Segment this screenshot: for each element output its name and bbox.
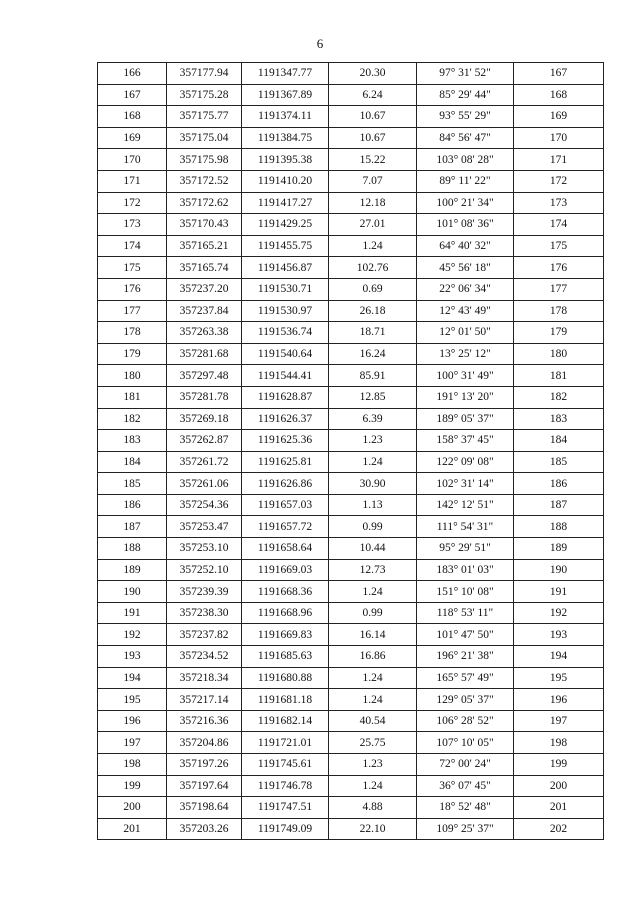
distance-cell: 1.24 bbox=[329, 775, 417, 797]
bearing-cell: 22° 06' 34" bbox=[417, 278, 514, 300]
point-number-cell: 173 bbox=[98, 214, 167, 236]
y-coordinate-cell: 1191669.83 bbox=[242, 624, 329, 646]
point-number-cell: 178 bbox=[98, 322, 167, 344]
distance-cell: 1.24 bbox=[329, 235, 417, 257]
x-coordinate-cell: 357172.52 bbox=[167, 170, 242, 192]
x-coordinate-cell: 357175.77 bbox=[167, 106, 242, 128]
y-coordinate-cell: 1191367.89 bbox=[242, 84, 329, 106]
next-point-cell: 178 bbox=[514, 300, 604, 322]
point-number-cell: 167 bbox=[98, 84, 167, 106]
bearing-cell: 84° 56' 47" bbox=[417, 127, 514, 149]
y-coordinate-cell: 1191721.01 bbox=[242, 732, 329, 754]
x-coordinate-cell: 357198.64 bbox=[167, 797, 242, 819]
distance-cell: 16.14 bbox=[329, 624, 417, 646]
table-row bbox=[98, 775, 604, 797]
x-coordinate-cell: 357281.68 bbox=[167, 343, 242, 365]
next-point-cell: 190 bbox=[514, 559, 604, 581]
bearing-cell: 85° 29' 44" bbox=[417, 84, 514, 106]
y-coordinate-cell: 1191745.61 bbox=[242, 754, 329, 776]
coordinates-table bbox=[97, 62, 604, 840]
y-coordinate-cell: 1191658.64 bbox=[242, 538, 329, 560]
next-point-cell: 181 bbox=[514, 365, 604, 387]
x-coordinate-cell: 357165.74 bbox=[167, 257, 242, 279]
bearing-cell: 101° 47' 50" bbox=[417, 624, 514, 646]
bearing-cell: 111° 54' 31" bbox=[417, 516, 514, 538]
y-coordinate-cell: 1191668.36 bbox=[242, 581, 329, 603]
point-number-cell: 201 bbox=[98, 818, 167, 840]
table-row bbox=[98, 473, 604, 495]
distance-cell: 1.24 bbox=[329, 581, 417, 603]
y-coordinate-cell: 1191347.77 bbox=[242, 63, 329, 85]
bearing-cell: 196° 21' 38" bbox=[417, 646, 514, 668]
distance-cell: 25.75 bbox=[329, 732, 417, 754]
table-row bbox=[98, 170, 604, 192]
table-row bbox=[98, 797, 604, 819]
y-coordinate-cell: 1191680.88 bbox=[242, 667, 329, 689]
bearing-cell: 191° 13' 20" bbox=[417, 386, 514, 408]
point-number-cell: 187 bbox=[98, 516, 167, 538]
table-row bbox=[98, 430, 604, 452]
distance-cell: 26.18 bbox=[329, 300, 417, 322]
bearing-cell: 101° 08' 36" bbox=[417, 214, 514, 236]
distance-cell: 6.39 bbox=[329, 408, 417, 430]
point-number-cell: 185 bbox=[98, 473, 167, 495]
table-row bbox=[98, 343, 604, 365]
distance-cell: 7.07 bbox=[329, 170, 417, 192]
x-coordinate-cell: 357261.72 bbox=[167, 451, 242, 473]
distance-cell: 12.85 bbox=[329, 386, 417, 408]
next-point-cell: 189 bbox=[514, 538, 604, 560]
distance-cell: 27.01 bbox=[329, 214, 417, 236]
y-coordinate-cell: 1191657.03 bbox=[242, 494, 329, 516]
bearing-cell: 95° 29' 51" bbox=[417, 538, 514, 560]
next-point-cell: 196 bbox=[514, 689, 604, 711]
point-number-cell: 194 bbox=[98, 667, 167, 689]
next-point-cell: 168 bbox=[514, 84, 604, 106]
x-coordinate-cell: 357263.38 bbox=[167, 322, 242, 344]
distance-cell: 1.24 bbox=[329, 451, 417, 473]
distance-cell: 1.13 bbox=[329, 494, 417, 516]
next-point-cell: 176 bbox=[514, 257, 604, 279]
y-coordinate-cell: 1191456.87 bbox=[242, 257, 329, 279]
y-coordinate-cell: 1191626.37 bbox=[242, 408, 329, 430]
bearing-cell: 142° 12' 51" bbox=[417, 494, 514, 516]
point-number-cell: 176 bbox=[98, 278, 167, 300]
bearing-cell: 36° 07' 45" bbox=[417, 775, 514, 797]
bearing-cell: 97° 31' 52" bbox=[417, 63, 514, 85]
distance-cell: 30.90 bbox=[329, 473, 417, 495]
y-coordinate-cell: 1191682.14 bbox=[242, 710, 329, 732]
next-point-cell: 172 bbox=[514, 170, 604, 192]
x-coordinate-cell: 357175.28 bbox=[167, 84, 242, 106]
next-point-cell: 184 bbox=[514, 430, 604, 452]
distance-cell: 0.99 bbox=[329, 516, 417, 538]
distance-cell: 10.67 bbox=[329, 106, 417, 128]
bearing-cell: 45° 56' 18" bbox=[417, 257, 514, 279]
next-point-cell: 185 bbox=[514, 451, 604, 473]
x-coordinate-cell: 357253.10 bbox=[167, 538, 242, 560]
point-number-cell: 177 bbox=[98, 300, 167, 322]
table-row bbox=[98, 732, 604, 754]
distance-cell: 1.24 bbox=[329, 689, 417, 711]
distance-cell: 22.10 bbox=[329, 818, 417, 840]
bearing-cell: 189° 05' 37" bbox=[417, 408, 514, 430]
point-number-cell: 172 bbox=[98, 192, 167, 214]
next-point-cell: 173 bbox=[514, 192, 604, 214]
next-point-cell: 188 bbox=[514, 516, 604, 538]
x-coordinate-cell: 357177.94 bbox=[167, 63, 242, 85]
y-coordinate-cell: 1191417.27 bbox=[242, 192, 329, 214]
next-point-cell: 175 bbox=[514, 235, 604, 257]
x-coordinate-cell: 357197.64 bbox=[167, 775, 242, 797]
x-coordinate-cell: 357203.26 bbox=[167, 818, 242, 840]
table-row bbox=[98, 235, 604, 257]
next-point-cell: 192 bbox=[514, 602, 604, 624]
table-row bbox=[98, 149, 604, 171]
bearing-cell: 100° 31' 49" bbox=[417, 365, 514, 387]
distance-cell: 6.24 bbox=[329, 84, 417, 106]
bearing-cell: 122° 09' 08" bbox=[417, 451, 514, 473]
table-row bbox=[98, 581, 604, 603]
y-coordinate-cell: 1191746.78 bbox=[242, 775, 329, 797]
bearing-cell: 13° 25' 12" bbox=[417, 343, 514, 365]
x-coordinate-cell: 357254.36 bbox=[167, 494, 242, 516]
distance-cell: 40.54 bbox=[329, 710, 417, 732]
next-point-cell: 201 bbox=[514, 797, 604, 819]
table-row bbox=[98, 818, 604, 840]
bearing-cell: 109° 25' 37" bbox=[417, 818, 514, 840]
next-point-cell: 174 bbox=[514, 214, 604, 236]
next-point-cell: 169 bbox=[514, 106, 604, 128]
point-number-cell: 175 bbox=[98, 257, 167, 279]
y-coordinate-cell: 1191544.41 bbox=[242, 365, 329, 387]
table-row bbox=[98, 214, 604, 236]
distance-cell: 1.23 bbox=[329, 754, 417, 776]
table-row bbox=[98, 322, 604, 344]
distance-cell: 16.86 bbox=[329, 646, 417, 668]
x-coordinate-cell: 357175.98 bbox=[167, 149, 242, 171]
point-number-cell: 184 bbox=[98, 451, 167, 473]
point-number-cell: 199 bbox=[98, 775, 167, 797]
point-number-cell: 189 bbox=[98, 559, 167, 581]
point-number-cell: 179 bbox=[98, 343, 167, 365]
distance-cell: 102.76 bbox=[329, 257, 417, 279]
y-coordinate-cell: 1191395.38 bbox=[242, 149, 329, 171]
bearing-cell: 18° 52' 48" bbox=[417, 797, 514, 819]
point-number-cell: 200 bbox=[98, 797, 167, 819]
x-coordinate-cell: 357170.43 bbox=[167, 214, 242, 236]
distance-cell: 10.44 bbox=[329, 538, 417, 560]
y-coordinate-cell: 1191530.71 bbox=[242, 278, 329, 300]
bearing-cell: 12° 01' 50" bbox=[417, 322, 514, 344]
coordinates-table-body bbox=[98, 63, 604, 840]
x-coordinate-cell: 357197.26 bbox=[167, 754, 242, 776]
table-row bbox=[98, 516, 604, 538]
point-number-cell: 183 bbox=[98, 430, 167, 452]
next-point-cell: 170 bbox=[514, 127, 604, 149]
distance-cell: 1.23 bbox=[329, 430, 417, 452]
x-coordinate-cell: 357281.78 bbox=[167, 386, 242, 408]
point-number-cell: 197 bbox=[98, 732, 167, 754]
next-point-cell: 200 bbox=[514, 775, 604, 797]
x-coordinate-cell: 357252.10 bbox=[167, 559, 242, 581]
table-row bbox=[98, 624, 604, 646]
point-number-cell: 171 bbox=[98, 170, 167, 192]
point-number-cell: 166 bbox=[98, 63, 167, 85]
y-coordinate-cell: 1191669.03 bbox=[242, 559, 329, 581]
table-row bbox=[98, 192, 604, 214]
bearing-cell: 93° 55' 29" bbox=[417, 106, 514, 128]
point-number-cell: 182 bbox=[98, 408, 167, 430]
x-coordinate-cell: 357237.82 bbox=[167, 624, 242, 646]
bearing-cell: 100° 21' 34" bbox=[417, 192, 514, 214]
distance-cell: 15.22 bbox=[329, 149, 417, 171]
distance-cell: 0.99 bbox=[329, 602, 417, 624]
x-coordinate-cell: 357204.86 bbox=[167, 732, 242, 754]
bearing-cell: 129° 05' 37" bbox=[417, 689, 514, 711]
distance-cell: 12.18 bbox=[329, 192, 417, 214]
y-coordinate-cell: 1191625.81 bbox=[242, 451, 329, 473]
point-number-cell: 198 bbox=[98, 754, 167, 776]
y-coordinate-cell: 1191657.72 bbox=[242, 516, 329, 538]
table-row bbox=[98, 365, 604, 387]
x-coordinate-cell: 357238.30 bbox=[167, 602, 242, 624]
y-coordinate-cell: 1191374.11 bbox=[242, 106, 329, 128]
point-number-cell: 195 bbox=[98, 689, 167, 711]
y-coordinate-cell: 1191685.63 bbox=[242, 646, 329, 668]
x-coordinate-cell: 357216.36 bbox=[167, 710, 242, 732]
distance-cell: 16.24 bbox=[329, 343, 417, 365]
table-row bbox=[98, 689, 604, 711]
x-coordinate-cell: 357253.47 bbox=[167, 516, 242, 538]
x-coordinate-cell: 357234.52 bbox=[167, 646, 242, 668]
point-number-cell: 174 bbox=[98, 235, 167, 257]
y-coordinate-cell: 1191429.25 bbox=[242, 214, 329, 236]
next-point-cell: 197 bbox=[514, 710, 604, 732]
table-row bbox=[98, 754, 604, 776]
x-coordinate-cell: 357262.87 bbox=[167, 430, 242, 452]
next-point-cell: 195 bbox=[514, 667, 604, 689]
table-row bbox=[98, 602, 604, 624]
table-row bbox=[98, 278, 604, 300]
x-coordinate-cell: 357218.34 bbox=[167, 667, 242, 689]
table-row bbox=[98, 63, 604, 85]
y-coordinate-cell: 1191628.87 bbox=[242, 386, 329, 408]
table-row bbox=[98, 127, 604, 149]
x-coordinate-cell: 357237.84 bbox=[167, 300, 242, 322]
point-number-cell: 196 bbox=[98, 710, 167, 732]
next-point-cell: 177 bbox=[514, 278, 604, 300]
bearing-cell: 118° 53' 11" bbox=[417, 602, 514, 624]
page-number: 6 bbox=[316, 36, 324, 51]
distance-cell: 10.67 bbox=[329, 127, 417, 149]
x-coordinate-cell: 357165.21 bbox=[167, 235, 242, 257]
next-point-cell: 194 bbox=[514, 646, 604, 668]
table-row bbox=[98, 559, 604, 581]
table-row bbox=[98, 300, 604, 322]
distance-cell: 0.69 bbox=[329, 278, 417, 300]
y-coordinate-cell: 1191536.74 bbox=[242, 322, 329, 344]
bearing-cell: 12° 43' 49" bbox=[417, 300, 514, 322]
bearing-cell: 106° 28' 52" bbox=[417, 710, 514, 732]
point-number-cell: 190 bbox=[98, 581, 167, 603]
bearing-cell: 72° 00' 24" bbox=[417, 754, 514, 776]
table-row bbox=[98, 408, 604, 430]
y-coordinate-cell: 1191384.75 bbox=[242, 127, 329, 149]
next-point-cell: 198 bbox=[514, 732, 604, 754]
distance-cell: 12.73 bbox=[329, 559, 417, 581]
y-coordinate-cell: 1191749.09 bbox=[242, 818, 329, 840]
table-row bbox=[98, 646, 604, 668]
x-coordinate-cell: 357237.20 bbox=[167, 278, 242, 300]
point-number-cell: 186 bbox=[98, 494, 167, 516]
next-point-cell: 167 bbox=[514, 63, 604, 85]
y-coordinate-cell: 1191455.75 bbox=[242, 235, 329, 257]
point-number-cell: 181 bbox=[98, 386, 167, 408]
x-coordinate-cell: 357172.62 bbox=[167, 192, 242, 214]
bearing-cell: 64° 40' 32" bbox=[417, 235, 514, 257]
x-coordinate-cell: 357261.06 bbox=[167, 473, 242, 495]
y-coordinate-cell: 1191681.18 bbox=[242, 689, 329, 711]
point-number-cell: 191 bbox=[98, 602, 167, 624]
next-point-cell: 180 bbox=[514, 343, 604, 365]
y-coordinate-cell: 1191530.97 bbox=[242, 300, 329, 322]
distance-cell: 85.91 bbox=[329, 365, 417, 387]
next-point-cell: 179 bbox=[514, 322, 604, 344]
point-number-cell: 168 bbox=[98, 106, 167, 128]
distance-cell: 4.88 bbox=[329, 797, 417, 819]
y-coordinate-cell: 1191747.51 bbox=[242, 797, 329, 819]
x-coordinate-cell: 357239.39 bbox=[167, 581, 242, 603]
y-coordinate-cell: 1191626.86 bbox=[242, 473, 329, 495]
table-row bbox=[98, 451, 604, 473]
x-coordinate-cell: 357175.04 bbox=[167, 127, 242, 149]
point-number-cell: 170 bbox=[98, 149, 167, 171]
table-row bbox=[98, 386, 604, 408]
next-point-cell: 187 bbox=[514, 494, 604, 516]
point-number-cell: 188 bbox=[98, 538, 167, 560]
table-row bbox=[98, 494, 604, 516]
point-number-cell: 193 bbox=[98, 646, 167, 668]
bearing-cell: 107° 10' 05" bbox=[417, 732, 514, 754]
next-point-cell: 171 bbox=[514, 149, 604, 171]
next-point-cell: 199 bbox=[514, 754, 604, 776]
bearing-cell: 165° 57' 49" bbox=[417, 667, 514, 689]
point-number-cell: 180 bbox=[98, 365, 167, 387]
next-point-cell: 193 bbox=[514, 624, 604, 646]
table-row bbox=[98, 710, 604, 732]
bearing-cell: 89° 11' 22" bbox=[417, 170, 514, 192]
table-row bbox=[98, 84, 604, 106]
x-coordinate-cell: 357297.48 bbox=[167, 365, 242, 387]
next-point-cell: 186 bbox=[514, 473, 604, 495]
next-point-cell: 191 bbox=[514, 581, 604, 603]
bearing-cell: 151° 10' 08" bbox=[417, 581, 514, 603]
y-coordinate-cell: 1191668.96 bbox=[242, 602, 329, 624]
table-row bbox=[98, 667, 604, 689]
x-coordinate-cell: 357217.14 bbox=[167, 689, 242, 711]
y-coordinate-cell: 1191410.20 bbox=[242, 170, 329, 192]
y-coordinate-cell: 1191625.36 bbox=[242, 430, 329, 452]
distance-cell: 20.30 bbox=[329, 63, 417, 85]
table-row bbox=[98, 257, 604, 279]
table-row bbox=[98, 106, 604, 128]
bearing-cell: 102° 31' 14" bbox=[417, 473, 514, 495]
next-point-cell: 182 bbox=[514, 386, 604, 408]
point-number-cell: 192 bbox=[98, 624, 167, 646]
bearing-cell: 103° 08' 28" bbox=[417, 149, 514, 171]
x-coordinate-cell: 357269.18 bbox=[167, 408, 242, 430]
distance-cell: 1.24 bbox=[329, 667, 417, 689]
next-point-cell: 202 bbox=[514, 818, 604, 840]
distance-cell: 18.71 bbox=[329, 322, 417, 344]
point-number-cell: 169 bbox=[98, 127, 167, 149]
next-point-cell: 183 bbox=[514, 408, 604, 430]
bearing-cell: 183° 01' 03" bbox=[417, 559, 514, 581]
table-row bbox=[98, 538, 604, 560]
bearing-cell: 158° 37' 45" bbox=[417, 430, 514, 452]
y-coordinate-cell: 1191540.64 bbox=[242, 343, 329, 365]
